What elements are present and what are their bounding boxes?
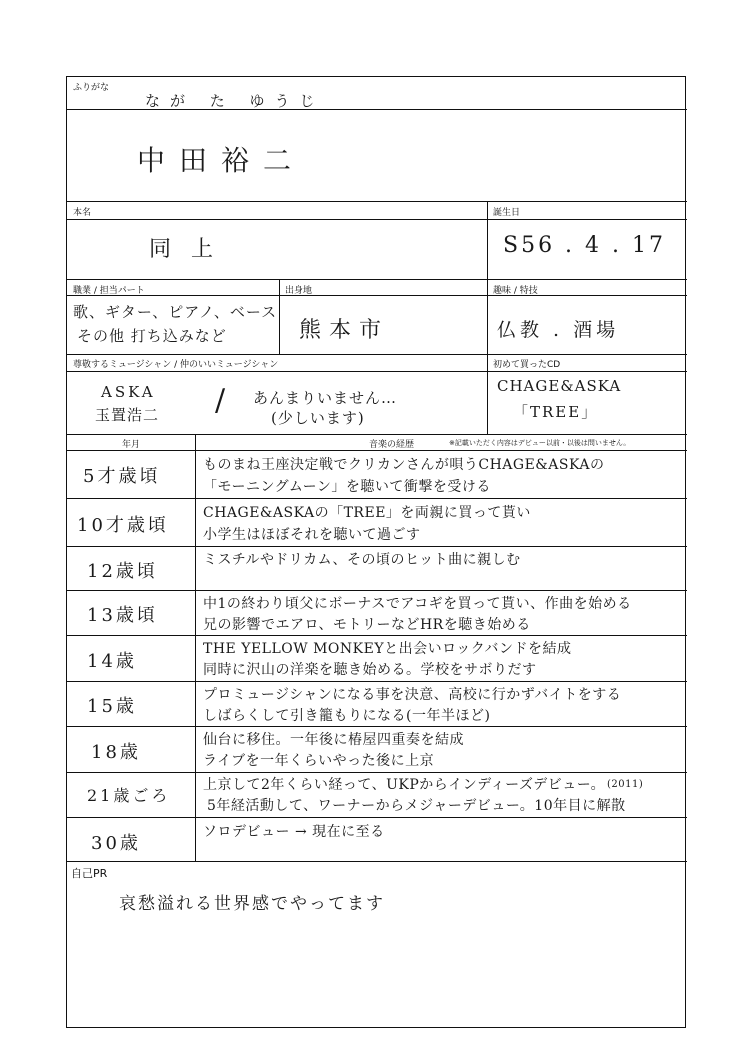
furigana-value: なが た ゆうじ <box>145 92 325 110</box>
first-cd-label: 初めて買ったCD <box>493 360 561 370</box>
history-age: 5才歳頃 <box>83 466 161 487</box>
divider <box>487 279 488 354</box>
history-age: 15歳 <box>87 696 137 717</box>
first-cd-line1: CHAGE&ASKA <box>497 377 622 395</box>
history-line: ミスチルやドリカム、その頃のヒット曲に親しむ <box>203 552 521 568</box>
divider <box>67 434 687 435</box>
history-line: 5年経活動して、ワーナーからメジャーデビュー。10年目に解散 <box>207 798 626 814</box>
history-line: 「モーニングムーン」を聴いて衝撃を受ける <box>203 479 491 495</box>
self-pr-label: 自己PR <box>71 867 108 880</box>
history-age: 14歳 <box>87 651 137 672</box>
occupation-label: 職業 / 担当パート <box>73 286 145 296</box>
divider <box>487 354 488 434</box>
divider <box>67 279 687 280</box>
history-line: THE YELLOW MONKEYと出会いロックバンドを結成 <box>203 641 572 657</box>
history-extra: (2011) <box>607 779 644 790</box>
divider <box>67 635 687 636</box>
history-line: 兄の影響でエアロ、モトリーなどHRを聴き始める <box>203 617 531 633</box>
history-line: ものまね王座決定戦でクリカンさんが唄うCHAGE&ASKAの <box>203 457 605 473</box>
divider <box>67 295 687 296</box>
history-age: 12歳頃 <box>87 561 158 582</box>
birthplace-value: 熊本市 <box>299 318 390 343</box>
divider <box>67 590 687 591</box>
history-line: 仙台に移住。一年後に椿屋四重奏を結成 <box>203 732 464 748</box>
divider <box>67 450 687 451</box>
divider <box>67 498 687 499</box>
respected-left-line1: ASKA <box>101 383 156 401</box>
respected-slash: / <box>215 383 227 418</box>
divider <box>67 201 687 202</box>
history-age: 30歳 <box>91 833 141 854</box>
real-name-label: 本名 <box>73 208 92 218</box>
year-month-label: 年月 <box>121 440 140 450</box>
hobby-value: 仏教 . 酒場 <box>497 319 620 341</box>
history-line: 上京して2年くらい経って、UKPからインディーズデビュー。 <box>203 777 606 793</box>
profile-form <box>66 76 686 1028</box>
respected-right-line2: (少しいます) <box>271 409 365 427</box>
first-cd-line2: 「TREE」 <box>513 403 599 421</box>
self-pr-value: 哀愁溢れる世界感でやってます <box>119 894 385 914</box>
respected-right-line1: あんまりいません… <box>253 389 398 407</box>
divider <box>487 201 488 279</box>
history-age: 10才歳頃 <box>77 515 169 536</box>
divider <box>279 279 280 354</box>
respected-label: 尊敬するミュージシャン / 仲のいいミュージシャン <box>73 360 279 370</box>
divider <box>67 817 687 818</box>
divider <box>67 681 687 682</box>
occupation-line2: その他 打ち込みなど <box>77 327 227 345</box>
name-value: 中田裕二 <box>137 144 306 177</box>
divider <box>67 772 687 773</box>
history-line: ライブを一年くらいやった後に上京 <box>203 753 435 769</box>
history-line: 中1の終わり頃父にボーナスでアコギを買って貰い、作曲を始める <box>203 596 632 612</box>
occupation-line1: 歌、ギター、ピアノ、ベース <box>73 303 278 321</box>
divider <box>67 219 687 220</box>
history-note: ※記載いただく内容はデビュー以前・以後は問いません。 <box>449 439 631 447</box>
divider <box>195 434 196 861</box>
birthday-label: 誕生日 <box>493 208 521 218</box>
divider <box>67 861 687 862</box>
divider <box>67 371 687 372</box>
music-history-label: 音楽の経歴 <box>369 440 415 450</box>
real-name-value: 同上 <box>149 237 234 262</box>
hobby-label: 趣味 / 特技 <box>493 286 538 296</box>
respected-left-line2: 玉置浩二 <box>95 406 160 424</box>
history-line: しばらくして引き籠もりになる(一年半ほど) <box>203 708 491 724</box>
history-line: ソロデビュー → 現在に至る <box>203 824 385 840</box>
history-age: 18歳 <box>91 742 141 763</box>
history-age: 21歳ごろ <box>87 786 171 805</box>
history-age: 13歳頃 <box>87 605 158 626</box>
history-line: 小学生はほぼそれを聴いて過ごす <box>203 527 421 543</box>
furigana-label: ふりがな <box>73 83 110 93</box>
divider <box>67 726 687 727</box>
history-line: CHAGE&ASKAの「TREE」を両親に買って貰い <box>203 505 531 521</box>
birthday-value: S56 . 4 . 17 <box>503 233 667 258</box>
divider <box>67 354 687 355</box>
history-line: プロミュージシャンになる事を決意、高校に行かずバイトをする <box>203 687 622 703</box>
divider <box>67 546 687 547</box>
birthplace-label: 出身地 <box>285 286 313 296</box>
history-line: 同時に沢山の洋楽を聴き始める。学校をサボりだす <box>203 662 537 678</box>
